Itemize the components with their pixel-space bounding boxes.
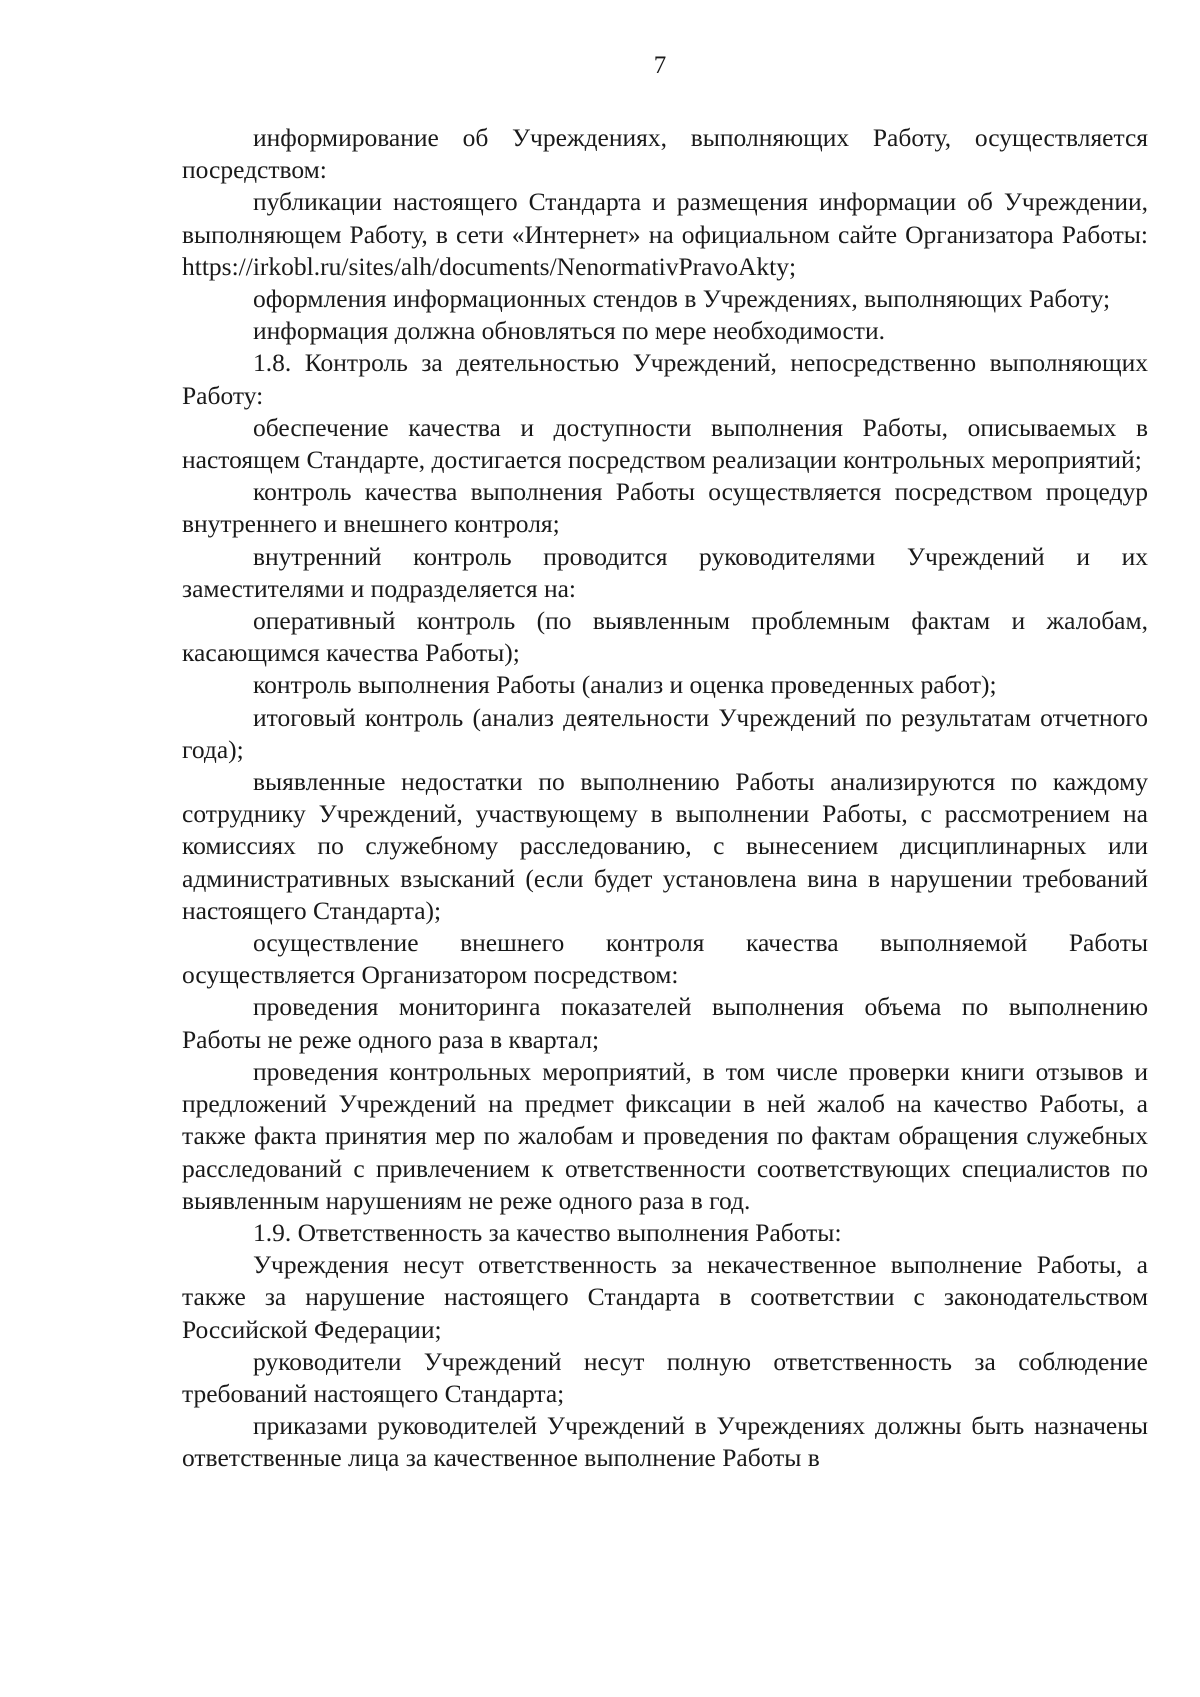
section-heading-1-8: 1.8. Контроль за деятельностью Учреждений, непосредственно выполняющих Работу: [182, 348, 1148, 410]
paragraph: Учреждения несут ответственность за некачественное выполнение Работы, а также за нарушение настоящего Стандарта в соответствии с законодательством Российской Федерации; [182, 1250, 1148, 1344]
paragraph: контроль качества выполнения Работы осуществляется посредством процедур внутреннего и внешнего контроля; [182, 477, 1148, 539]
paragraph: руководители Учреждений несут полную ответственность за соблюдение требований настоящего Стандарта; [182, 1346, 1148, 1408]
paragraph: информация должна обновляться по мере необходимости. [253, 316, 885, 346]
paragraph: итоговый контроль (анализ деятельности Учреждений по результатам отчетного года); [182, 702, 1148, 764]
paragraph: оперативный контроль (по выявленным проблемным фактам и жалобам, касающимся качества Работы); [182, 606, 1148, 668]
page-number: 7 [653, 52, 667, 79]
paragraph: внутренний контроль проводится руководителями Учреждений и их заместителями и подразделяется на: [182, 541, 1148, 603]
paragraph: публикации настоящего Стандарта и размещения информации об Учреждении, выполняющем Работу, в сети «Интернет» на официальном сайте Организатора Работы: https://irkobl.ru/sites/alh/documents/NenormativPravoAkty; [182, 187, 1148, 281]
body-text [182, 122, 1148, 1475]
paragraph: осуществление внешнего контроля качества выполняемой Работы осуществляется Организатором посредством: [182, 928, 1148, 990]
paragraph: информирование об Учреждениях, выполняющих Работу, осуществляется посредством: [182, 123, 1148, 185]
paragraph: обеспечение качества и доступности выполнения Работы, описываемых в настоящем Стандарте, достигается посредством реализации контрольных мероприятий; [182, 412, 1148, 475]
paragraph: выявленные недостатки по выполнению Работы анализируются по каждому сотруднику Учреждений, участвующему в выполнении Работы, с рассмотрением на комиссиях по служебному расследованию, с вынесением дисциплинарных или административных взысканий (если будет установлена вина в нарушении требований настоящего Стандарта); [182, 767, 1148, 925]
paragraph: контроль выполнения Работы (анализ и оценка проведенных работ); [253, 670, 997, 700]
paragraph: проведения контрольных мероприятий, в том числе проверки книги отзывов и предложений Учреждений на предмет фиксации в ней жалоб на качество Работы, а также факта принятия мер по жалобам и проведения по фактам обращения служебных расследований с привлечением к ответственности соответствующих специалистов по выявленным нарушениям не реже одного раза в год. [182, 1056, 1148, 1215]
paragraph: оформления информационных стендов в Учреждениях, выполняющих Работу; [253, 284, 1111, 314]
paragraph: проведения мониторинга показателей выполнения объема по выполнению Работы не реже одного раза в квартал; [182, 992, 1148, 1054]
paragraph: приказами руководителей Учреждений в Учреждениях должны быть назначены ответственные лица за качественное выполнение Работы в [182, 1411, 1148, 1473]
section-heading-1-9: 1.9. Ответственность за качество выполнения Работы: [253, 1217, 842, 1247]
